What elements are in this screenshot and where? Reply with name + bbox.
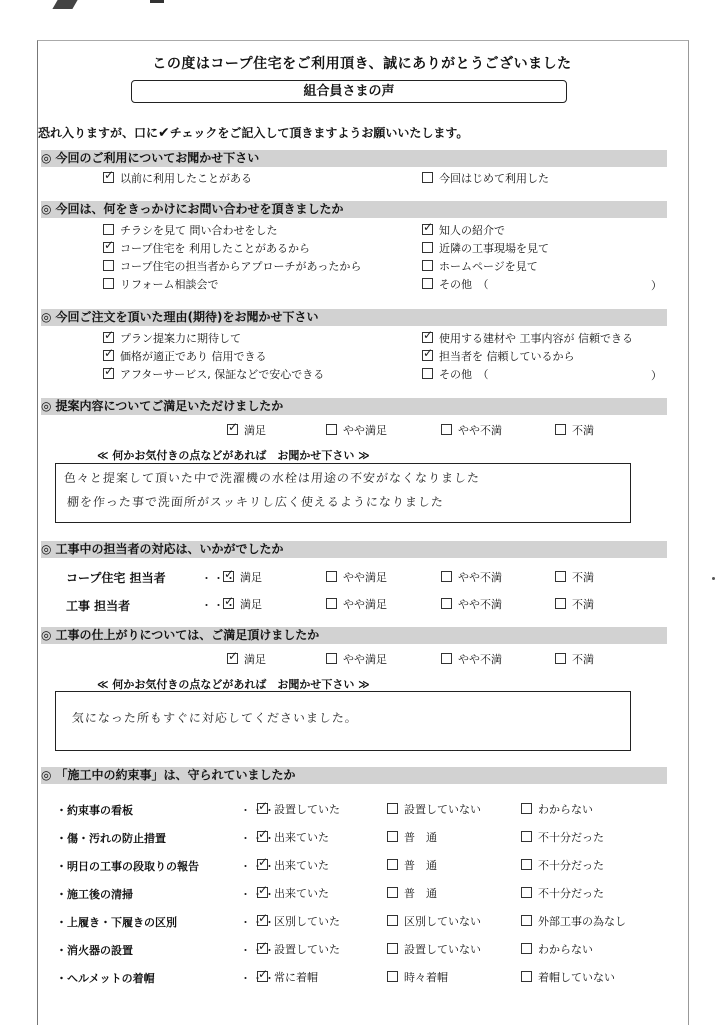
option-label: その他 （ [439,278,489,291]
checkbox-icon[interactable] [441,424,452,435]
option-label: やや満足 [343,571,387,584]
option-used-coop[interactable] [103,241,310,256]
option-label: 設置していた [274,943,340,956]
checkbox-icon[interactable] [555,653,566,664]
option-label: 区別していた [274,915,340,928]
checkbox-icon[interactable] [521,887,532,898]
rule-option-signboard-1[interactable] [257,802,340,817]
option-plan-proposal[interactable] [103,331,241,346]
option-dissatisfied[interactable] [555,597,594,612]
option-label: 不満 [572,571,594,584]
option-somewhat-satisfied[interactable] [326,652,387,667]
checkbox-icon[interactable] [257,887,268,898]
leader-dots: ・・・ [240,888,276,901]
option-label: 知人の紹介で [439,224,505,237]
checkbox-icon[interactable] [257,859,268,870]
section-heading-text: 「施工中の約束事」は、守られていましたか [55,768,296,782]
scan-artifact [150,0,164,3]
checkbox-icon[interactable] [422,242,433,253]
checkbox-icon[interactable] [257,803,268,814]
option-label: 満足 [240,571,262,584]
bullet-icon: ◎ [41,768,52,782]
option-materials-trust[interactable] [422,331,633,346]
form-title: この度はコープ住宅をご利用頂き、誠にありがとうございました [152,56,572,72]
checkbox-icon[interactable] [422,332,433,343]
section-heading-text: 工事中の担当者の対応は、いかがでしたか [55,542,284,556]
option-nearby-site[interactable] [422,241,549,256]
section-heading-site-rules [41,767,667,784]
option-label: 区別していない [404,915,481,928]
option-dissatisfied[interactable] [555,570,594,585]
check-icon: ✔ [158,125,170,141]
option-first-time[interactable] [422,171,549,186]
checkbox-icon[interactable] [103,332,114,343]
option-referral[interactable] [422,223,505,238]
option-somewhat-dissatisfied[interactable] [441,570,502,585]
option-label: 普 通 [404,859,437,872]
rule-label-fire-extinguisher: ・消火器の設置 [56,944,133,957]
rule-option-signboard-3[interactable] [521,802,593,817]
section-heading-text: 工事の仕上がりについては、ご満足頂けましたか [55,628,320,642]
checkbox-icon[interactable] [387,971,398,982]
option-label: 不十分だった [538,887,604,900]
option-label: プラン提案力に期待して [120,332,241,345]
checkbox-icon[interactable] [257,915,268,926]
bullet-icon: ◎ [41,310,52,324]
checkbox-icon[interactable] [387,915,398,926]
bullet-icon: ◎ [41,151,52,165]
option-label: その他 （ [439,368,489,381]
option-label: 出来ていた [274,859,329,872]
rule-option-helmet-2[interactable] [387,970,448,985]
checkbox-icon[interactable] [103,368,114,379]
rule-option-helmet-3[interactable] [521,970,615,985]
option-somewhat-dissatisfied[interactable] [441,597,502,612]
leader-dots: ・・・ [201,572,237,585]
rule-option-fire-extinguisher-2[interactable] [387,942,481,957]
handwritten-comment-line: 色々と提案して頂いた中で洗濯機の水栓は用途の不安がなくなりました [63,471,481,485]
bullet-icon: ◎ [41,542,52,556]
option-label: やや不満 [458,653,502,666]
checkbox-icon[interactable] [422,278,433,289]
option-label: 不十分だった [538,859,604,872]
handwritten-comment-line: 気になった所もすぐに対応してくださいました。 [71,711,359,725]
option-label: 出来ていた [274,887,329,900]
checkbox-icon[interactable] [521,803,532,814]
option-label: わからない [538,803,593,816]
option-satisfied[interactable] [227,423,266,438]
option-label: 満足 [240,598,262,611]
checkbox-icon[interactable] [103,350,114,361]
option-label: 外部工事の為なし [538,915,626,928]
rule-option-damage-protection-2[interactable] [387,830,437,845]
checkbox-icon[interactable] [387,859,398,870]
leader-dots: ・・・ [240,972,276,985]
option-after-service[interactable] [103,367,324,382]
checkbox-icon[interactable] [422,368,433,379]
rule-option-footwear-separation-3[interactable] [521,914,626,929]
rule-option-schedule-report-1[interactable] [257,858,329,873]
leader-dots: ・・・ [240,804,276,817]
section-heading-text: 提案内容についてご満足いただけましたか [55,399,284,413]
option-label: やや満足 [343,598,387,611]
option-label: 常に着帽 [274,971,318,984]
rule-option-footwear-separation-2[interactable] [387,914,481,929]
option-dissatisfied[interactable] [555,423,594,438]
checkbox-icon[interactable] [422,350,433,361]
checkbox-icon[interactable] [223,598,234,609]
option-label: 着帽していない [538,971,615,984]
intro-text-before: 恐れ入りますが、口に [38,126,159,140]
option-label: 満足 [244,653,266,666]
option-other[interactable] [422,367,489,382]
checkbox-icon[interactable] [441,571,452,582]
rule-label-signboard: ・約束事の看板 [56,804,133,817]
option-somewhat-dissatisfied[interactable] [441,652,502,667]
bullet-icon: ◎ [41,628,52,642]
checkbox-icon[interactable] [223,571,234,582]
checkbox-icon[interactable] [441,653,452,664]
rule-option-fire-extinguisher-1[interactable] [257,942,340,957]
checkbox-icon[interactable] [103,278,114,289]
checkbox-icon[interactable] [387,943,398,954]
row-label-construction-staff: 工事 担当者 [66,599,131,613]
rule-option-schedule-report-3[interactable] [521,858,604,873]
option-label: 不十分だった [538,831,604,844]
section-heading-text: 今回は、何をきっかけにお問い合わせを頂きましたか [55,202,344,216]
option-label: 不満 [572,653,594,666]
section-heading-usage [41,150,667,167]
option-label: 担当者を 信頼しているから [439,350,575,363]
checkbox-icon[interactable] [387,887,398,898]
option-label: 今回はじめて利用した [439,172,549,185]
rule-label-damage-protection: ・傷・汚れの防止措置 [56,832,166,845]
bullet-icon: ◎ [41,399,52,413]
checkbox-icon[interactable] [103,242,114,253]
checkbox-icon[interactable] [387,803,398,814]
rule-option-helmet-1[interactable] [257,970,318,985]
scan-dot [712,577,715,580]
rule-option-cleanup-3[interactable] [521,886,604,901]
checkbox-icon[interactable] [103,260,114,271]
option-label: 価格が適正であり 信用できる [120,350,267,363]
option-label: やや満足 [343,653,387,666]
page-frame [37,40,689,1025]
section-heading-text: 今回ご注文を頂いた理由(期待)をお聞かせ下さい [55,310,319,324]
rule-label-helmet: ・ヘルメットの着帽 [56,972,155,985]
option-label: 普 通 [404,887,437,900]
checkbox-icon[interactable] [103,224,114,235]
rule-option-damage-protection-1[interactable] [257,830,329,845]
option-label: 近隣の工事現場を見て [439,242,549,255]
comment-heading: ≪ 何かお気付きの点などがあれば お聞かせ下さい ≫ [97,449,370,462]
checkbox-icon[interactable] [227,424,238,435]
option-somewhat-satisfied[interactable] [326,597,387,612]
checkbox-icon[interactable] [521,915,532,926]
option-label: コープ住宅を 利用したことがあるから [120,242,310,255]
option-somewhat-dissatisfied[interactable] [441,423,502,438]
option-label: やや満足 [343,424,387,437]
option-label: 時々着帽 [404,971,448,984]
option-label: 普 通 [404,831,437,844]
rule-option-footwear-separation-1[interactable] [257,914,340,929]
checkbox-icon[interactable] [555,424,566,435]
option-satisfied[interactable] [227,652,266,667]
checkbox-icon[interactable] [257,831,268,842]
option-homepage[interactable] [422,259,538,274]
form-subtitle: 組合員さまの声 [131,80,567,103]
intro-instruction [38,124,468,141]
option-somewhat-satisfied[interactable] [326,570,387,585]
handwritten-comment-line: 棚を作った事で洗面所がスッキリし広く使えるようになりました [66,495,445,509]
leader-dots: ・・・ [240,944,276,957]
rule-option-signboard-2[interactable] [387,802,481,817]
option-label: リフォーム相談会で [120,278,219,291]
option-label: やや不満 [458,571,502,584]
close-paren: ） [651,369,662,382]
checkbox-icon[interactable] [521,943,532,954]
option-label: コープ住宅の担当者からアプローチがあったから [120,260,362,273]
section-heading-text: 今回のご利用についてお聞かせ下さい [55,151,260,165]
option-label: 不満 [572,424,594,437]
option-somewhat-satisfied[interactable] [326,423,387,438]
checkbox-icon[interactable] [422,260,433,271]
close-paren: ） [651,279,662,292]
rule-option-schedule-report-2[interactable] [387,858,437,873]
option-reform-consult[interactable] [103,277,218,292]
section-heading-staff-response [41,541,667,558]
option-label: 使用する建材や 工事内容が 信頼できる [439,332,633,345]
option-label: やや不満 [458,598,502,611]
checkbox-icon[interactable] [257,971,268,982]
option-used-before[interactable] [103,171,252,186]
option-label: 満足 [244,424,266,437]
checkbox-icon[interactable] [326,598,337,609]
bullet-icon: ◎ [41,202,52,216]
rule-option-cleanup-2[interactable] [387,886,437,901]
option-label: 設置していない [404,803,481,816]
scan-artifact [52,0,77,9]
rule-label-cleanup: ・施工後の清掃 [56,888,133,901]
section-heading-reason [41,309,667,326]
rule-label-footwear-separation: ・上履き・下履きの区別 [56,916,177,929]
checkbox-icon[interactable] [555,571,566,582]
option-label: 設置していない [404,943,481,956]
option-approach[interactable] [103,259,361,274]
rule-option-damage-protection-3[interactable] [521,830,604,845]
leader-dots: ・・・ [240,860,276,873]
option-satisfied[interactable] [223,597,262,612]
section-heading-trigger [41,201,667,218]
option-label: 設置していた [274,803,340,816]
option-staff-trust[interactable] [422,349,575,364]
option-satisfied[interactable] [223,570,262,585]
leader-dots: ・・・ [240,916,276,929]
checkbox-icon[interactable] [257,943,268,954]
option-dissatisfied[interactable] [555,652,594,667]
comment-heading: ≪ 何かお気付きの点などがあれば お聞かせ下さい ≫ [97,678,370,691]
option-label: やや不満 [458,424,502,437]
checkbox-icon[interactable] [555,598,566,609]
intro-text-after: チェックをご記入して頂きますようお願いいたします。 [169,126,469,140]
option-label: 出来ていた [274,831,329,844]
leader-dots: ・・・ [201,599,237,612]
option-label: アフターサービス, 保証などで安心できる [120,368,325,381]
option-flyer[interactable] [103,223,278,238]
checkbox-icon[interactable] [326,653,337,664]
checkbox-icon[interactable] [326,424,337,435]
option-fair-price[interactable] [103,349,267,364]
checkbox-icon[interactable] [441,598,452,609]
option-label: わからない [538,943,593,956]
checkbox-icon[interactable] [326,571,337,582]
rule-option-fire-extinguisher-3[interactable] [521,942,593,957]
checkbox-icon[interactable] [227,653,238,664]
rule-label-schedule-report: ・明日の工事の段取りの報告 [56,860,199,873]
checkbox-icon[interactable] [422,172,433,183]
rule-option-cleanup-1[interactable] [257,886,329,901]
checkbox-icon[interactable] [422,224,433,235]
row-label-coop-staff: コープ住宅 担当者 [66,571,166,585]
option-other[interactable] [422,277,489,292]
checkbox-icon[interactable] [521,859,532,870]
option-label: 不満 [572,598,594,611]
checkbox-icon[interactable] [521,971,532,982]
option-label: 以前に利用したことがある [120,172,252,185]
checkbox-icon[interactable] [521,831,532,842]
option-label: ホームページを見て [439,260,538,273]
leader-dots: ・・・ [240,832,276,845]
option-label: チラシを見て 問い合わせをした [120,224,278,237]
section-heading-proposal-satisfaction [41,398,667,415]
section-heading-finish-quality [41,627,667,644]
checkbox-icon[interactable] [103,172,114,183]
checkbox-icon[interactable] [387,831,398,842]
